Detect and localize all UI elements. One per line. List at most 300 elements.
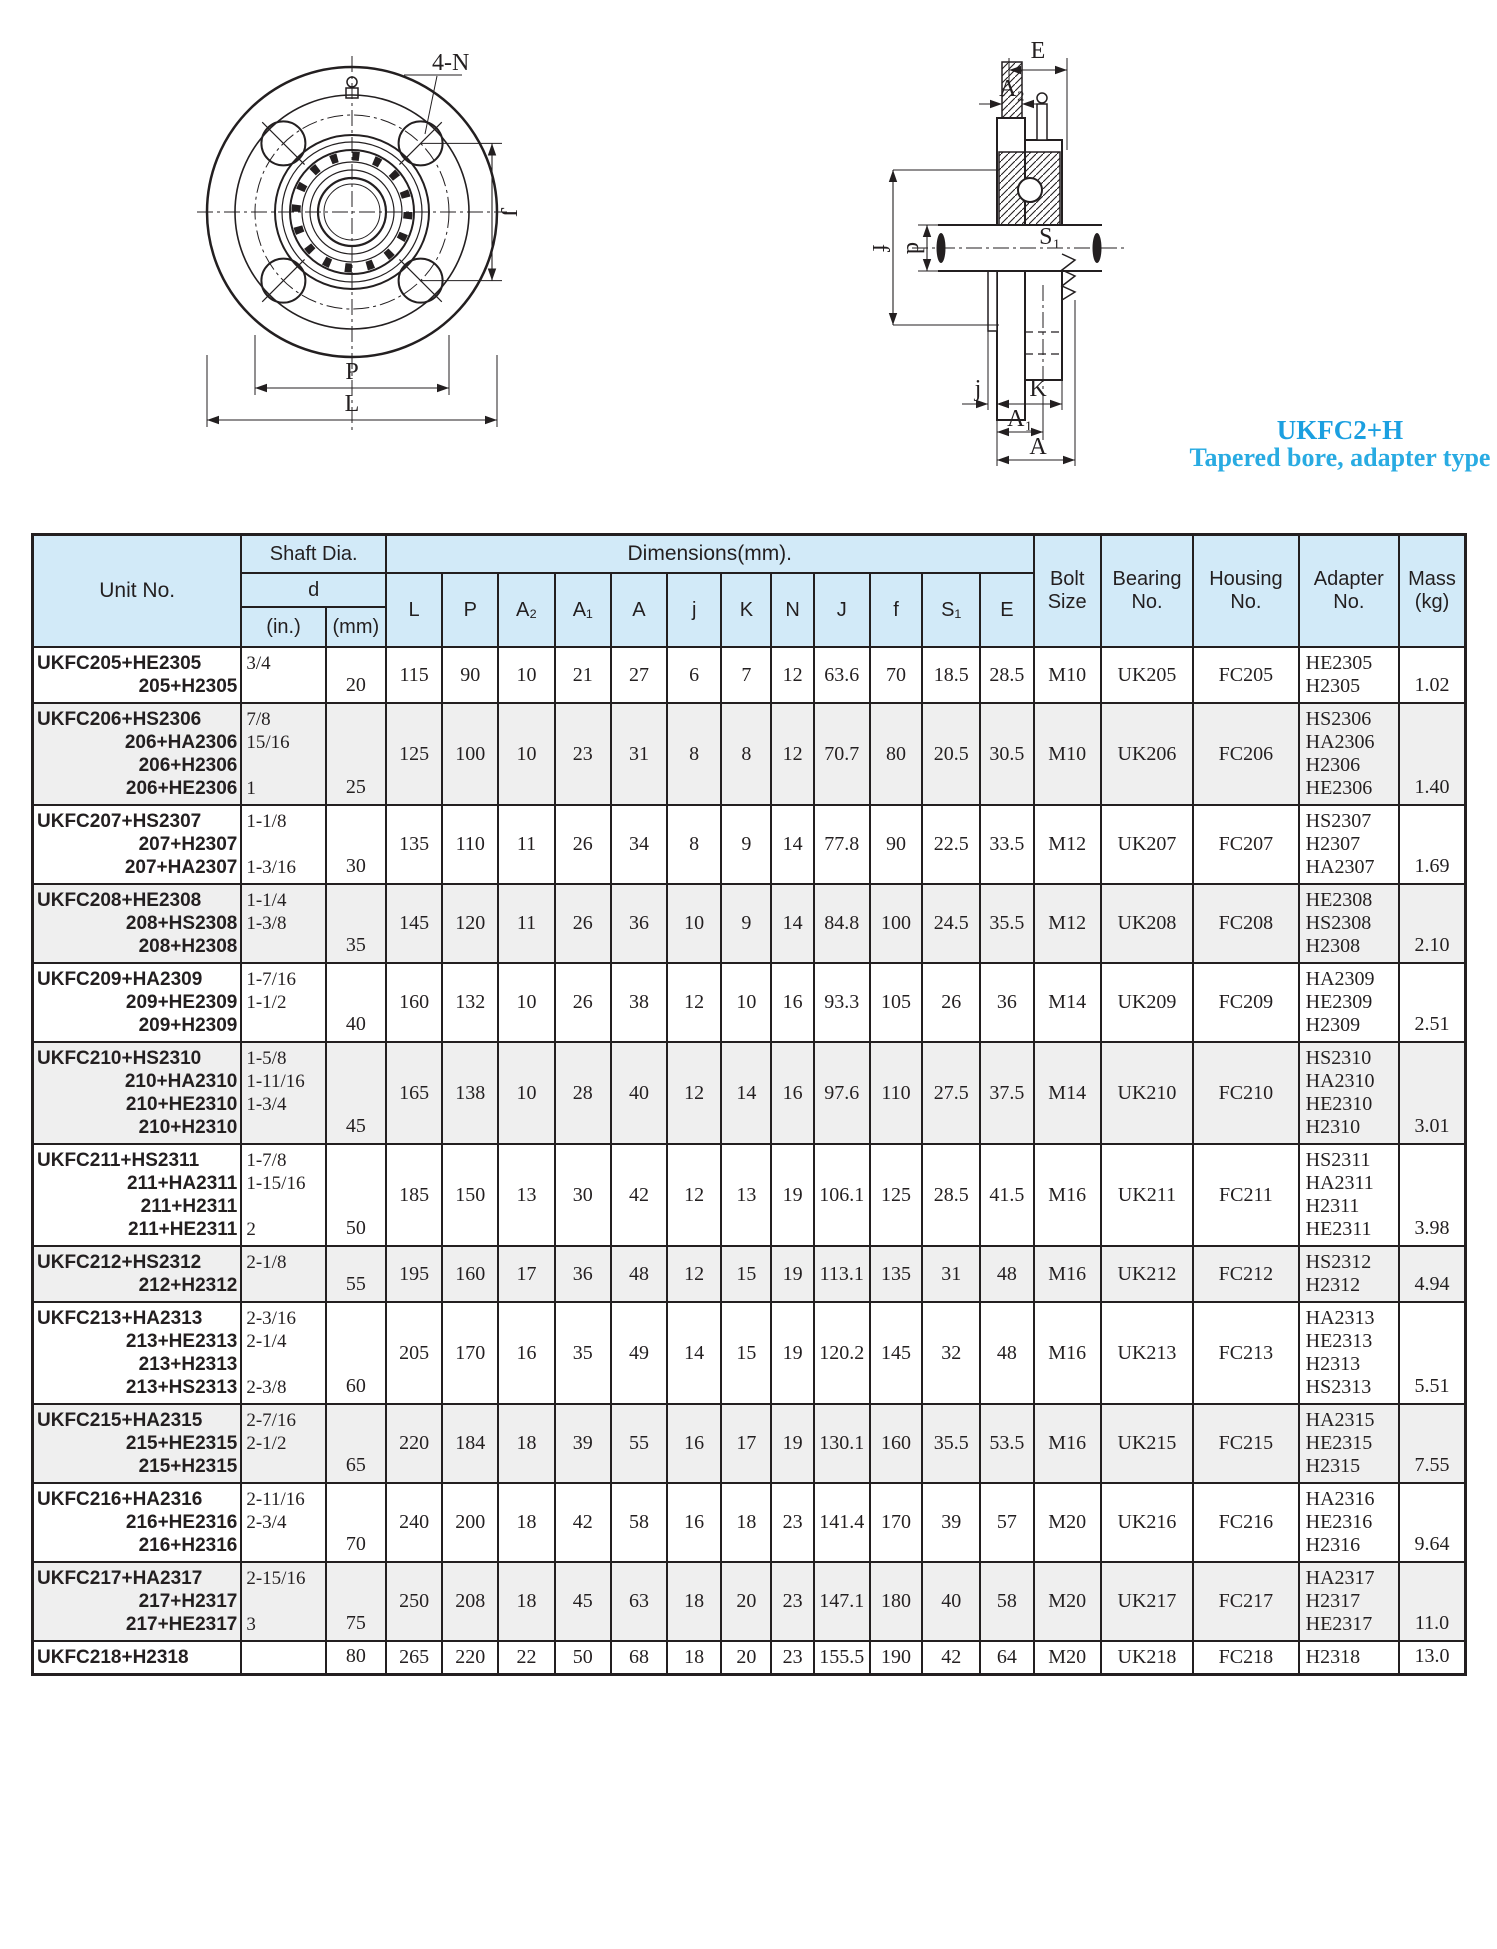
dimension-cell: 14 (721, 1042, 771, 1144)
dimension-cell: 15 (721, 1302, 771, 1404)
dimension-cell: 240 (386, 1483, 442, 1562)
dimension-cell: 10 (721, 963, 771, 1042)
dimension-cell: 12 (667, 1246, 721, 1302)
shaft-dia-in-cell: 1-1/4 1-3/8 (241, 884, 325, 963)
dimension-cell: 12 (667, 1144, 721, 1246)
bolt-size-cell: M20 (1034, 1562, 1101, 1641)
dimension-cell: 145 (870, 1302, 922, 1404)
col-header-dim-j: J (814, 573, 870, 647)
unit-no-cell: UKFC205+HE2305 205+H2305 (33, 647, 242, 703)
adapter-no-cell: HS2310 HA2310 HE2310 H2310 (1299, 1042, 1399, 1144)
col-header-inch: (in.) (241, 607, 325, 647)
dimension-cell: 77.8 (814, 805, 870, 884)
series-name: UKFC2+H (1276, 415, 1404, 445)
dimension-cell: 135 (870, 1246, 922, 1302)
adapter-no-cell: HE2305 H2305 (1299, 647, 1399, 703)
dimension-cell: 57 (980, 1483, 1033, 1562)
shaft-dia-mm-cell: 70 (326, 1483, 386, 1562)
dimension-cell: 19 (771, 1404, 813, 1483)
dim-label-j-front: J (495, 207, 521, 217)
section-view-drawing (867, 38, 1125, 466)
dimension-cell: 18.5 (922, 647, 980, 703)
dimension-cell: 70 (870, 647, 922, 703)
dimension-cell: 185 (386, 1144, 442, 1246)
dimension-cell: 220 (386, 1404, 442, 1483)
dimension-cell: 26 (555, 963, 611, 1042)
dimension-cell: 39 (555, 1404, 611, 1483)
dimension-cell: 30 (555, 1144, 611, 1246)
dimension-cell: 19 (771, 1246, 813, 1302)
spec-table-wrap (31, 533, 1467, 1676)
dimension-cell: 14 (771, 884, 813, 963)
dimension-cell: 27 (611, 647, 667, 703)
dimension-cell: 70.7 (814, 703, 870, 805)
unit-no-cell: UKFC210+HS2310 210+HA2310 210+HE2310 210+H2310 (33, 1042, 242, 1144)
dimension-cell: 15 (721, 1246, 771, 1302)
housing-no-cell: FC209 (1193, 963, 1298, 1042)
dimension-cell: 80 (870, 703, 922, 805)
bearing-no-cell: UK218 (1101, 1641, 1193, 1675)
col-header-adapter-no: Adapter No. (1299, 535, 1399, 648)
dimension-cell: 36 (555, 1246, 611, 1302)
dimension-cell: 30.5 (980, 703, 1033, 805)
table-row (33, 963, 1466, 1042)
shaft-dia-mm-cell: 65 (326, 1404, 386, 1483)
dimension-cell: 50 (555, 1641, 611, 1675)
table-row (33, 1562, 1466, 1641)
adapter-no-cell: HA2315 HE2315 H2315 (1299, 1404, 1399, 1483)
dimension-cell: 23 (771, 1483, 813, 1562)
dimension-cell: 195 (386, 1246, 442, 1302)
dimension-cell: 6 (667, 647, 721, 703)
dimension-cell: 64 (980, 1641, 1033, 1675)
bolt-size-cell: M16 (1034, 1246, 1101, 1302)
dimension-cell: 16 (771, 1042, 813, 1144)
shaft-dia-in-cell: 7/8 15/16 1 (241, 703, 325, 805)
dimension-cell: 7 (721, 647, 771, 703)
col-header-dim-a: A₂ (498, 573, 554, 647)
dimension-cell: 10 (667, 884, 721, 963)
dimension-cell: 250 (386, 1562, 442, 1641)
bolt-size-cell: M16 (1034, 1404, 1101, 1483)
dimension-cell: 113.1 (814, 1246, 870, 1302)
shaft-dia-in-cell: 1-7/8 1-15/16 2 (241, 1144, 325, 1246)
col-header-bearing-no: Bearing No. (1101, 535, 1193, 648)
dimension-cell: 19 (771, 1302, 813, 1404)
dimension-cell: 49 (611, 1302, 667, 1404)
shaft-dia-mm-cell: 35 (326, 884, 386, 963)
spec-table (31, 533, 1467, 1676)
dimension-cell: 100 (442, 703, 498, 805)
dimension-cell: 130.1 (814, 1404, 870, 1483)
shaft-dia-mm-cell: 75 (326, 1562, 386, 1641)
bolt-count-label: 4-N (432, 50, 470, 76)
col-header-mm: (mm) (326, 607, 386, 647)
table-row (33, 703, 1466, 805)
dimension-cell: 170 (442, 1302, 498, 1404)
dim-label-a2: A₂ (999, 76, 1025, 102)
dimension-cell: 35 (555, 1302, 611, 1404)
series-caption (1150, 417, 1497, 471)
dimension-cell: 84.8 (814, 884, 870, 963)
dimension-cell: 45 (555, 1562, 611, 1641)
dimension-cell: 48 (611, 1246, 667, 1302)
dimension-cell: 27.5 (922, 1042, 980, 1144)
dimension-cell: 97.6 (814, 1042, 870, 1144)
col-header-mass: Mass (kg) (1399, 535, 1465, 648)
unit-no-cell: UKFC207+HS2307 207+H2307 207+HA2307 (33, 805, 242, 884)
dimension-cell: 12 (667, 963, 721, 1042)
shaft-dia-in-cell: 1-1/8 1-3/16 (241, 805, 325, 884)
unit-no-cell: UKFC215+HA2315 215+HE2315 215+H2315 (33, 1404, 242, 1483)
dimension-cell: 42 (611, 1144, 667, 1246)
unit-no-cell: UKFC216+HA2316 216+HE2316 216+H2316 (33, 1483, 242, 1562)
dimension-cell: 63 (611, 1562, 667, 1641)
mass-cell: 9.64 (1399, 1483, 1465, 1562)
dimension-cell: 10 (498, 1042, 554, 1144)
shaft-dia-mm-cell: 45 (326, 1042, 386, 1144)
bolt-size-cell: M16 (1034, 1144, 1101, 1246)
dimension-cell: 125 (386, 703, 442, 805)
adapter-no-cell: HS2311 HA2311 H2311 HE2311 (1299, 1144, 1399, 1246)
dimension-cell: 208 (442, 1562, 498, 1641)
col-header-housing-no: Housing No. (1193, 535, 1298, 648)
dimension-cell: 10 (498, 963, 554, 1042)
housing-no-cell: FC207 (1193, 805, 1298, 884)
dimension-cell: 18 (498, 1483, 554, 1562)
dim-label-a: A (1029, 434, 1047, 460)
dimension-cell: 155.5 (814, 1641, 870, 1675)
dim-label-e: E (1030, 38, 1046, 64)
shaft-dia-mm-cell: 50 (326, 1144, 386, 1246)
dimension-cell: 10 (498, 647, 554, 703)
housing-no-cell: FC210 (1193, 1042, 1298, 1144)
unit-no-cell: UKFC213+HA2313 213+HE2313 213+H2313 213+HS2313 (33, 1302, 242, 1404)
housing-no-cell: FC211 (1193, 1144, 1298, 1246)
housing-no-cell: FC212 (1193, 1246, 1298, 1302)
dimension-cell: 16 (667, 1404, 721, 1483)
dimension-cell: 23 (555, 703, 611, 805)
dimension-cell: 8 (667, 703, 721, 805)
shaft-dia-in-cell: 2-1/8 (241, 1246, 325, 1302)
dimension-cell: 180 (870, 1562, 922, 1641)
unit-no-cell: UKFC218+H2318 (33, 1641, 242, 1675)
col-header-dim-f: f (870, 573, 922, 647)
bolt-size-cell: M14 (1034, 1042, 1101, 1144)
dim-label-l: L (344, 391, 360, 417)
adapter-no-cell: HS2307 H2307 HA2307 (1299, 805, 1399, 884)
dimension-cell: 8 (721, 703, 771, 805)
mass-cell: 1.40 (1399, 703, 1465, 805)
series-type: Tapered bore, adapter type (1189, 443, 1491, 472)
bearing-no-cell: UK215 (1101, 1404, 1193, 1483)
dimension-cell: 90 (442, 647, 498, 703)
dimension-cell: 31 (611, 703, 667, 805)
table-row (33, 805, 1466, 884)
dimension-cell: 20 (721, 1562, 771, 1641)
spec-table-head (33, 535, 1466, 648)
bolt-size-cell: M14 (1034, 963, 1101, 1042)
dimension-cell: 42 (555, 1483, 611, 1562)
dimension-cell: 190 (870, 1641, 922, 1675)
dimension-cell: 24.5 (922, 884, 980, 963)
col-header-dim-e: E (980, 573, 1033, 647)
table-row (33, 1246, 1466, 1302)
bearing-no-cell: UK208 (1101, 884, 1193, 963)
unit-no-cell: UKFC211+HS2311 211+HA2311 211+H2311 211+HE2311 (33, 1144, 242, 1246)
housing-no-cell: FC206 (1193, 703, 1298, 805)
col-header-d: d (241, 573, 386, 607)
dimension-cell: 18 (498, 1404, 554, 1483)
adapter-no-cell: HE2308 HS2308 H2308 (1299, 884, 1399, 963)
dimension-cell: 28.5 (922, 1144, 980, 1246)
dimension-cell: 141.4 (814, 1483, 870, 1562)
table-row (33, 1641, 1466, 1675)
bolt-size-cell: M16 (1034, 1302, 1101, 1404)
dimension-cell: 13 (721, 1144, 771, 1246)
dimension-cell: 32 (922, 1302, 980, 1404)
dimension-cell: 115 (386, 647, 442, 703)
bearing-no-cell: UK212 (1101, 1246, 1193, 1302)
dimension-cell: 160 (870, 1404, 922, 1483)
col-header-unit-no: Unit No. (33, 535, 242, 648)
dimension-cell: 110 (870, 1042, 922, 1144)
unit-no-cell: UKFC212+HS2312 212+H2312 (33, 1246, 242, 1302)
col-header-dim-j: j (667, 573, 721, 647)
table-row (33, 1144, 1466, 1246)
dimension-cell: 68 (611, 1641, 667, 1675)
dimension-cell: 16 (498, 1302, 554, 1404)
dimension-cell: 18 (498, 1562, 554, 1641)
shaft-dia-in-cell: 2-15/16 3 (241, 1562, 325, 1641)
dimension-cell: 150 (442, 1144, 498, 1246)
dim-label-a1: A₁ (1007, 406, 1033, 432)
dimension-cell: 35.5 (980, 884, 1033, 963)
dimension-cell: 18 (667, 1562, 721, 1641)
dimension-cell: 12 (667, 1042, 721, 1144)
col-header-shaft-dia: Shaft Dia. (241, 535, 386, 574)
mass-cell: 5.51 (1399, 1302, 1465, 1404)
dimension-cell: 135 (386, 805, 442, 884)
dim-label-f: f (867, 244, 893, 252)
dim-label-d: d (901, 242, 927, 254)
col-header-dim-n: N (771, 573, 813, 647)
dimension-cell: 17 (498, 1246, 554, 1302)
dimension-cell: 22 (498, 1641, 554, 1675)
dimension-cell: 10 (498, 703, 554, 805)
shaft-dia-mm-cell: 60 (326, 1302, 386, 1404)
dimension-cell: 110 (442, 805, 498, 884)
dimension-cell: 170 (870, 1483, 922, 1562)
shaft-dia-in-cell: 3/4 (241, 647, 325, 703)
col-header-dim-a: A (611, 573, 667, 647)
bearing-no-cell: UK213 (1101, 1302, 1193, 1404)
table-row (33, 1483, 1466, 1562)
col-header-dim-k: K (721, 573, 771, 647)
adapter-no-cell: HS2312 H2312 (1299, 1246, 1399, 1302)
dimension-cell: 132 (442, 963, 498, 1042)
unit-no-cell: UKFC217+HA2317 217+H2317 217+HE2317 (33, 1562, 242, 1641)
dim-label-k: K (1029, 376, 1047, 402)
housing-no-cell: FC216 (1193, 1483, 1298, 1562)
table-row (33, 647, 1466, 703)
dimension-cell: 23 (771, 1562, 813, 1641)
front-view-drawing (197, 50, 521, 434)
dimension-cell: 200 (442, 1483, 498, 1562)
dimension-cell: 21 (555, 647, 611, 703)
dimension-cell: 33.5 (980, 805, 1033, 884)
dimension-cell: 55 (611, 1404, 667, 1483)
shaft-dia-in-cell: 1-5/8 1-11/16 1-3/4 (241, 1042, 325, 1144)
bolt-size-cell: M20 (1034, 1641, 1101, 1675)
dimension-cell: 265 (386, 1641, 442, 1675)
mass-cell: 13.0 (1399, 1641, 1465, 1675)
mass-cell: 7.55 (1399, 1404, 1465, 1483)
dimension-cell: 160 (386, 963, 442, 1042)
unit-no-cell: UKFC208+HE2308 208+HS2308 208+H2308 (33, 884, 242, 963)
spec-table-body (33, 647, 1466, 1675)
housing-no-cell: FC217 (1193, 1562, 1298, 1641)
dimension-cell: 28.5 (980, 647, 1033, 703)
shaft-dia-mm-cell: 40 (326, 963, 386, 1042)
dim-label-j-side: j (974, 376, 982, 402)
table-row (33, 1042, 1466, 1144)
dimension-cell: 9 (721, 805, 771, 884)
bearing-no-cell: UK205 (1101, 647, 1193, 703)
dimension-cell: 19 (771, 1144, 813, 1246)
dimension-cell: 48 (980, 1246, 1033, 1302)
bearing-no-cell: UK211 (1101, 1144, 1193, 1246)
bearing-no-cell: UK207 (1101, 805, 1193, 884)
dimension-cell: 184 (442, 1404, 498, 1483)
shaft-dia-in-cell: 2-11/16 2-3/4 (241, 1483, 325, 1562)
dimension-cell: 11 (498, 805, 554, 884)
dimension-cell: 120.2 (814, 1302, 870, 1404)
bearing-no-cell: UK217 (1101, 1562, 1193, 1641)
dimension-cell: 147.1 (814, 1562, 870, 1641)
housing-no-cell: FC218 (1193, 1641, 1298, 1675)
shaft-dia-in-cell: 2-7/16 2-1/2 (241, 1404, 325, 1483)
dimension-cell: 20 (721, 1641, 771, 1675)
adapter-no-cell: HA2316 HE2316 H2316 (1299, 1483, 1399, 1562)
shaft-dia-mm-cell: 30 (326, 805, 386, 884)
dimension-cell: 18 (667, 1641, 721, 1675)
mass-cell: 4.94 (1399, 1246, 1465, 1302)
housing-no-cell: FC215 (1193, 1404, 1298, 1483)
col-header-bolt-size: Bolt Size (1034, 535, 1101, 648)
dimension-cell: 40 (611, 1042, 667, 1144)
dimension-cell: 37.5 (980, 1042, 1033, 1144)
dimension-cell: 16 (667, 1483, 721, 1562)
dimension-cell: 34 (611, 805, 667, 884)
dimension-cell: 11 (498, 884, 554, 963)
bolt-size-cell: M10 (1034, 703, 1101, 805)
dimension-cell: 36 (980, 963, 1033, 1042)
bearing-no-cell: UK216 (1101, 1483, 1193, 1562)
bearing-no-cell: UK209 (1101, 963, 1193, 1042)
col-header-dim-p: P (442, 573, 498, 647)
col-header-dim-s: S₁ (922, 573, 980, 647)
dimension-cell: 100 (870, 884, 922, 963)
adapter-no-cell: HA2309 HE2309 H2309 (1299, 963, 1399, 1042)
bolt-size-cell: M20 (1034, 1483, 1101, 1562)
dimension-cell: 14 (667, 1302, 721, 1404)
dimension-cell: 31 (922, 1246, 980, 1302)
dimension-cell: 220 (442, 1641, 498, 1675)
bearing-no-cell: UK206 (1101, 703, 1193, 805)
shaft-dia-in-cell (241, 1641, 325, 1675)
dimension-cell: 145 (386, 884, 442, 963)
dimension-cell: 12 (771, 647, 813, 703)
housing-no-cell: FC213 (1193, 1302, 1298, 1404)
dim-label-p: P (345, 359, 359, 385)
dimension-cell: 93.3 (814, 963, 870, 1042)
table-row (33, 1404, 1466, 1483)
col-header-dimensions: Dimensions(mm). (386, 535, 1034, 574)
bolt-size-cell: M10 (1034, 647, 1101, 703)
dimension-cell: 22.5 (922, 805, 980, 884)
dimension-cell: 14 (771, 805, 813, 884)
dimension-cell: 39 (922, 1483, 980, 1562)
dimension-cell: 165 (386, 1042, 442, 1144)
table-row (33, 884, 1466, 963)
shaft-dia-mm-cell: 80 (326, 1641, 386, 1675)
mass-cell: 3.01 (1399, 1042, 1465, 1144)
dimension-cell: 42 (922, 1641, 980, 1675)
dimension-cell: 35.5 (922, 1404, 980, 1483)
dimension-cell: 38 (611, 963, 667, 1042)
dimension-cell: 40 (922, 1562, 980, 1641)
dimension-cell: 26 (922, 963, 980, 1042)
housing-no-cell: FC208 (1193, 884, 1298, 963)
dimension-cell: 205 (386, 1302, 442, 1404)
grease-fitting-side-icon (1037, 104, 1047, 140)
dim-label-s1: S₁ (1039, 224, 1061, 250)
adapter-no-cell: HS2306 HA2306 H2306 HE2306 (1299, 703, 1399, 805)
dimension-cell: 36 (611, 884, 667, 963)
shaft-dia-mm-cell: 55 (326, 1246, 386, 1302)
dimension-cell: 41.5 (980, 1144, 1033, 1246)
dimension-cell: 8 (667, 805, 721, 884)
dimension-cell: 125 (870, 1144, 922, 1246)
mass-cell: 2.51 (1399, 963, 1465, 1042)
dimension-cell: 18 (721, 1483, 771, 1562)
dimension-cell: 26 (555, 805, 611, 884)
housing-no-cell: FC205 (1193, 647, 1298, 703)
dimension-cell: 23 (771, 1641, 813, 1675)
dimension-cell: 90 (870, 805, 922, 884)
mass-cell: 2.10 (1399, 884, 1465, 963)
dimension-cell: 48 (980, 1302, 1033, 1404)
shaft-dia-mm-cell: 25 (326, 703, 386, 805)
dimension-cell: 106.1 (814, 1144, 870, 1246)
dimension-cell: 63.6 (814, 647, 870, 703)
dimension-cell: 12 (771, 703, 813, 805)
shaft-dia-in-cell: 2-3/16 2-1/4 2-3/8 (241, 1302, 325, 1404)
dimension-cell: 138 (442, 1042, 498, 1144)
adapter-no-cell: H2318 (1299, 1641, 1399, 1675)
bolt-size-cell: M12 (1034, 884, 1101, 963)
mass-cell: 11.0 (1399, 1562, 1465, 1641)
shaft-dia-mm-cell: 20 (326, 647, 386, 703)
unit-no-cell: UKFC206+HS2306 206+HA2306 206+H2306 206+HE2306 (33, 703, 242, 805)
dimension-cell: 13 (498, 1144, 554, 1246)
dimension-cell: 20.5 (922, 703, 980, 805)
dimension-cell: 26 (555, 884, 611, 963)
mass-cell: 3.98 (1399, 1144, 1465, 1246)
dimension-cell: 120 (442, 884, 498, 963)
dimension-cell: 9 (721, 884, 771, 963)
